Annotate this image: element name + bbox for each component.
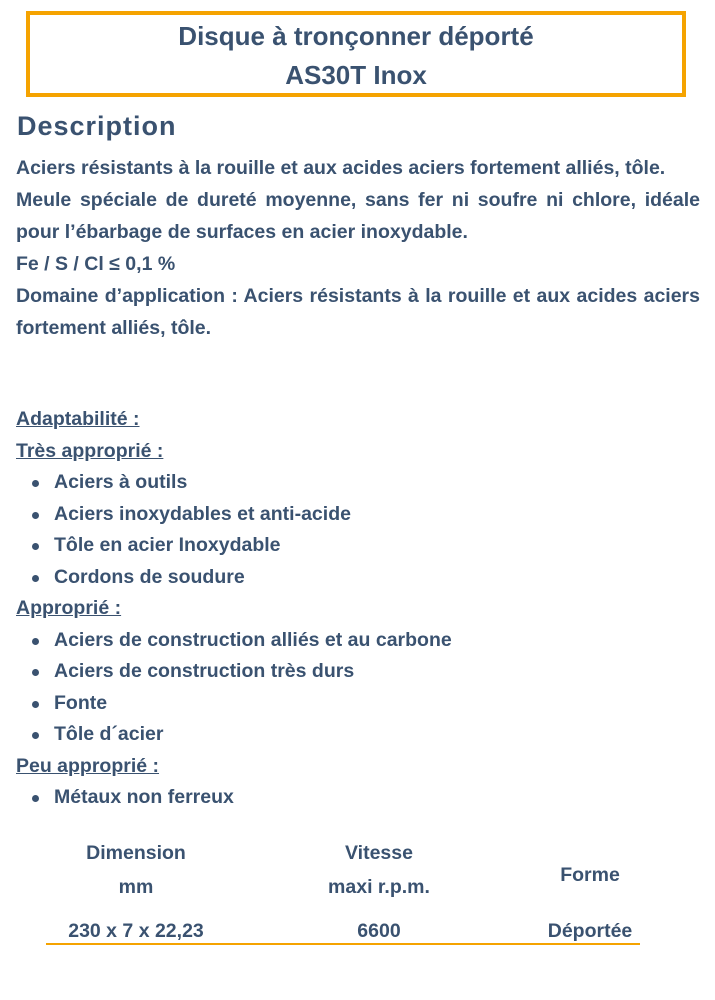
list-item: Aciers à outils (16, 467, 700, 499)
spec-table-header (46, 836, 640, 908)
product-title-box (26, 11, 686, 97)
spec-table (46, 836, 640, 950)
table-divider (46, 943, 640, 945)
header-dimension-line1: Dimension (86, 842, 186, 864)
list-item: Aciers de construction très durs (16, 656, 700, 688)
list-item: Tôle d´acier (16, 719, 700, 751)
description-paragraph: Fe / S / Cl ≤ 0,1 % (16, 253, 176, 275)
product-title-line1: Disque à tronçonner déporté (178, 21, 534, 51)
description-paragraph: Domaine d’application : Aciers résistants à la rouille et aux acides aciers fortement alliés, tôle. (16, 285, 700, 339)
list-item: Fonte (16, 688, 700, 720)
header-speed-line2: maxi r.p.m. (328, 876, 430, 898)
cell-dimension: 230 x 7 x 22,23 (68, 920, 204, 942)
list-less-suitable (16, 782, 700, 814)
description-body (16, 152, 700, 344)
header-dimension (46, 836, 226, 904)
description-paragraph: Meule spéciale de dureté moyenne, sans fer ni soufre ni chlore, idéale pour l’ébarbage de surfaces en acier inoxydable. (16, 189, 700, 243)
list-item: Tôle en acier Inoxydable (16, 530, 700, 562)
header-speed (286, 836, 472, 904)
description-heading: Description (17, 111, 177, 141)
adaptability-heading: Adaptabilité : (16, 408, 140, 430)
group-label-less-suitable: Peu approprié : (16, 754, 160, 777)
cell-shape: Déportée (547, 920, 633, 942)
group-label-very-suitable: Très approprié : (16, 439, 164, 462)
cell-speed: 6600 (357, 920, 401, 942)
header-speed-line1: Vitesse (345, 842, 413, 864)
list-item: Cordons de soudure (16, 562, 700, 594)
product-title-line2: AS30T Inox (285, 60, 427, 90)
list-suitable (16, 625, 700, 751)
header-shape: Forme (560, 864, 620, 886)
list-item: Métaux non ferreux (16, 782, 700, 814)
list-item: Aciers inoxydables et anti-acide (16, 499, 700, 531)
header-dimension-line2: mm (118, 876, 154, 898)
group-label-suitable: Approprié : (16, 597, 122, 619)
description-paragraph: Aciers résistants à la rouille et aux acides aciers fortement alliés, tôle. (16, 157, 666, 179)
list-very-suitable (16, 467, 700, 593)
adaptability-section (16, 404, 700, 814)
list-item: Aciers de construction alliés et au carbone (16, 625, 700, 657)
